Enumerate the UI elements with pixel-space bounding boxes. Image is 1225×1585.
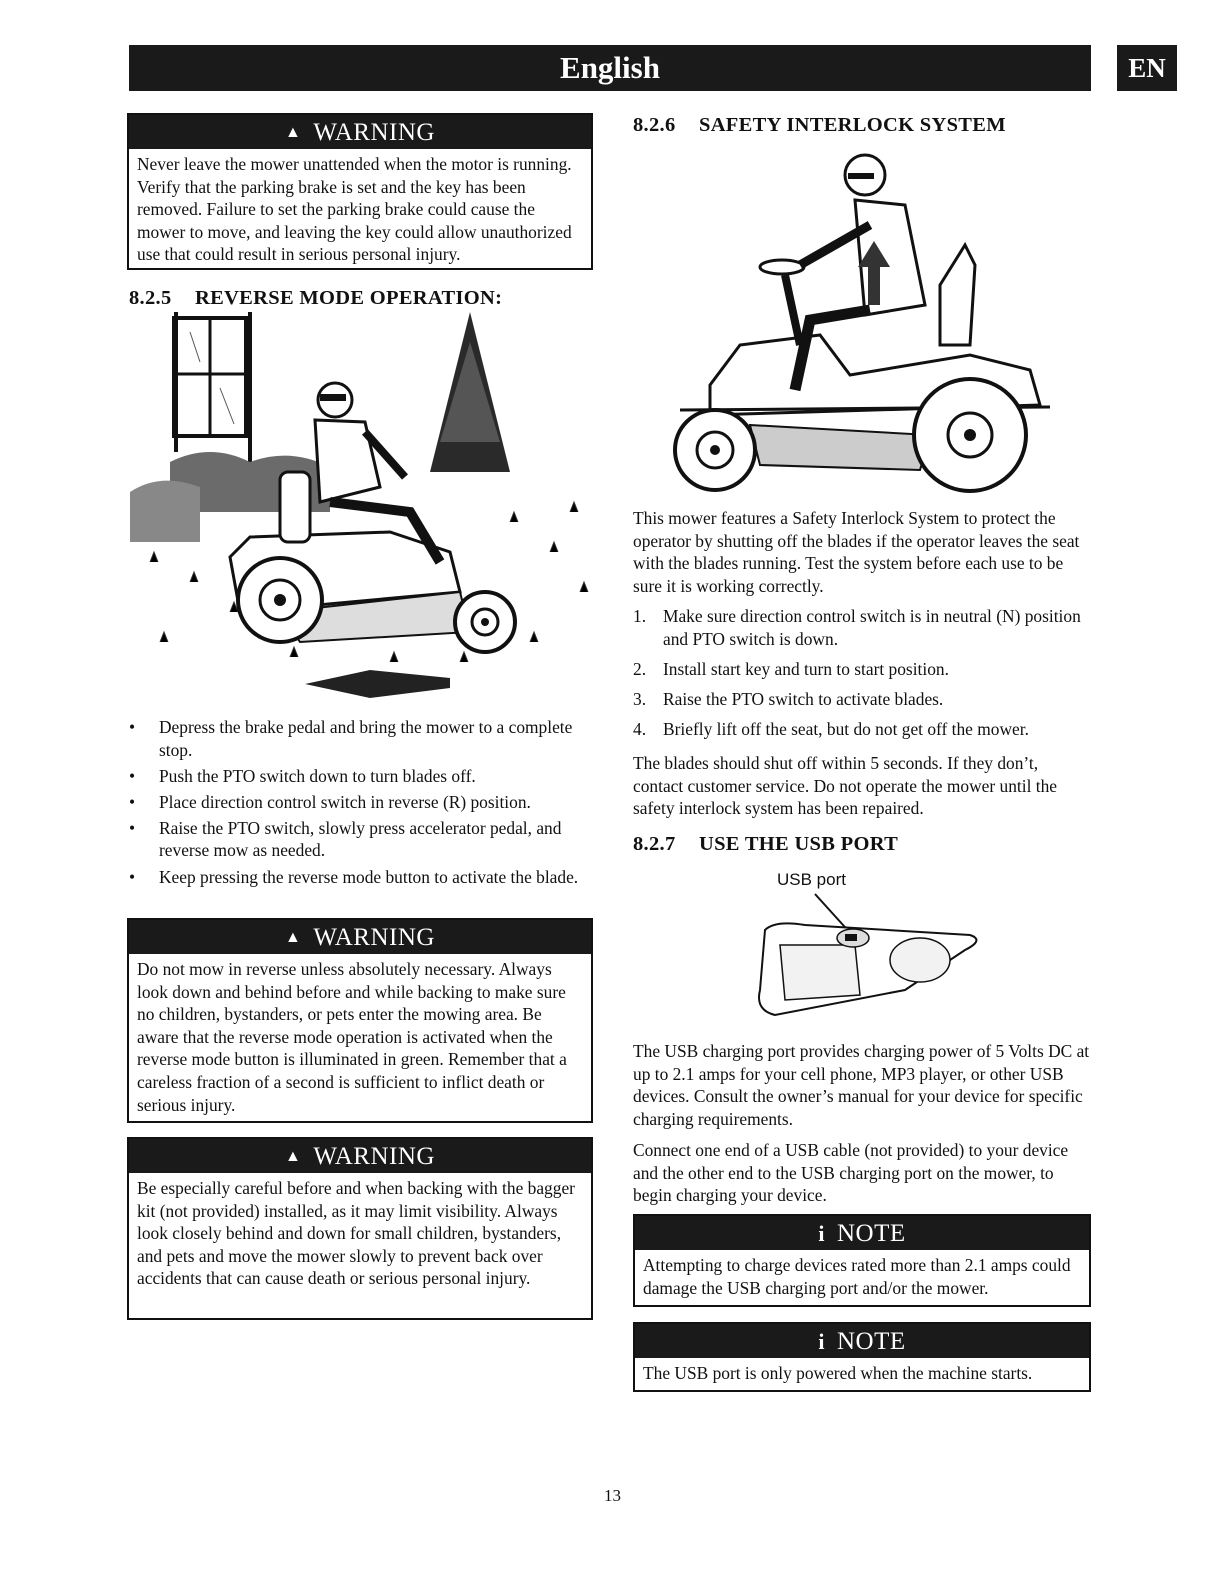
warning-text: Never leave the mower unattended when the motor is running. Verify that the parking brake is set and the key has been removed. Failure to set the parking brake could cause the mower to move, and leaving the key could allow unauthorized use that could result in serious personal injury.	[137, 154, 572, 265]
warning-box-bagger	[127, 1137, 593, 1320]
note-text: Attempting to charge devices rated more than 2.1 amps could damage the USB charging port and/or the mower.	[643, 1255, 1071, 1298]
usb-power-paragraph: The USB charging port provides charging power of 5 Volts DC at up to 2.1 amps for your cell phone, MP3 player, or other USB devices. Consult the owner’s manual for your device for specific charging requirements.	[633, 1041, 1090, 1129]
page-header-bar	[129, 45, 1091, 91]
warning-heading	[129, 1139, 591, 1173]
list-item	[633, 688, 1091, 711]
section-title: REVERSE MODE OPERATION:	[195, 287, 503, 309]
info-icon: i	[818, 1329, 825, 1354]
note-heading-label: NOTE	[836, 1220, 906, 1247]
list-item: • Raise the PTO switch, slowly press accelerator pedal, and reverse mow as needed.	[129, 817, 597, 862]
note-heading	[635, 1216, 1089, 1250]
safety-interlock-illustration	[670, 145, 1070, 495]
note-text: The USB port is only powered when the machine starts.	[643, 1363, 1033, 1383]
language-code: EN	[1128, 53, 1166, 83]
section-number: 8.2.7	[633, 833, 676, 855]
interlock-test-steps	[633, 605, 1091, 748]
usb-port-callout-label: USB port	[777, 870, 846, 889]
warning-heading-label: WARNING	[313, 1143, 435, 1170]
note-heading	[635, 1324, 1089, 1358]
interlock-outro-paragraph: The blades should shut off within 5 seconds. If they don’t, contact customer service. Do not operate the mower until the safety interlock system has been repaired.	[633, 753, 1057, 819]
page-number: 13	[604, 1486, 621, 1505]
list-item: • Push the PTO switch down to turn blades off.	[129, 765, 597, 788]
warning-heading	[129, 115, 591, 149]
step-number: 3.	[633, 688, 647, 709]
step-text: Make sure direction control switch is in neutral (N) position and PTO switch is down.	[663, 606, 1081, 649]
warning-text: Be especially careful before and when backing with the bagger kit (not provided) installed, as it may limit visibility. Always look closely behind and down for small children, bystanders, and pets and move the mower slowly to prevent back over accidents that can cause death or serious personal injury.	[137, 1178, 575, 1289]
step-number: 4.	[633, 718, 647, 739]
reverse-mowing-illustration	[130, 312, 610, 705]
reverse-steps-list	[129, 716, 597, 892]
step-number: 2.	[633, 658, 647, 679]
usb-connect-paragraph: Connect one end of a USB cable (not provided) to your device and the other end to the USB charging port on the mower, to begin charging your device.	[633, 1140, 1069, 1206]
warning-triangle-icon: ▲	[285, 124, 302, 141]
warning-heading-label: WARNING	[313, 119, 435, 146]
info-icon: i	[818, 1221, 825, 1246]
list-item	[633, 658, 1091, 681]
list-item: • Keep pressing the reverse mode button to activate the blade.	[129, 866, 597, 889]
section-heading-8-2-7	[633, 833, 898, 856]
interlock-intro-paragraph: This mower features a Safety Interlock System to protect the operator by shutting off the blades if the operator leaves the seat with the blades running. Test the system before each use to be sure it is working correctly.	[633, 508, 1080, 596]
warning-box-reverse	[127, 918, 593, 1123]
warning-triangle-icon: ▲	[285, 929, 302, 946]
warning-heading	[129, 920, 591, 954]
section-title: USE THE USB PORT	[699, 833, 899, 855]
section-number: 8.2.5	[129, 287, 172, 309]
section-heading-8-2-5	[129, 287, 502, 310]
section-number: 8.2.6	[633, 114, 676, 136]
section-title: SAFETY INTERLOCK SYSTEM	[699, 114, 1006, 136]
step-text: Raise the PTO switch to activate blades.	[663, 688, 944, 709]
step-number: 1.	[633, 606, 647, 626]
section-heading-8-2-6	[633, 114, 1006, 137]
step-text: Briefly lift off the seat, but do not get off the mower.	[663, 718, 1029, 739]
language-badge	[1117, 45, 1177, 91]
warning-heading-label: WARNING	[313, 924, 435, 951]
list-item: • Depress the brake pedal and bring the mower to a complete stop.	[129, 716, 597, 761]
list-item	[633, 718, 1091, 741]
list-item: • Place direction control switch in reverse (R) position.	[129, 791, 597, 814]
page-header-title: English	[560, 50, 660, 85]
note-box-powered	[633, 1322, 1091, 1392]
warning-text: Do not mow in reverse unless absolutely necessary. Always look down and behind before and while backing to make sure no children, bystanders, or pets enter the mowing area. Be aware that the reverse mode operation is activated when the reverse mode button is illuminated in green. Remember that a careless fraction of a second is sufficient to inflict death or serious injury.	[137, 959, 567, 1115]
note-box-amps	[633, 1214, 1091, 1307]
step-text: Install start key and turn to start position.	[663, 658, 949, 679]
warning-triangle-icon: ▲	[285, 1148, 302, 1165]
note-heading-label: NOTE	[836, 1328, 906, 1355]
list-item	[633, 605, 1091, 650]
warning-box-unattended	[127, 113, 593, 270]
usb-console-illustration	[735, 890, 995, 1025]
